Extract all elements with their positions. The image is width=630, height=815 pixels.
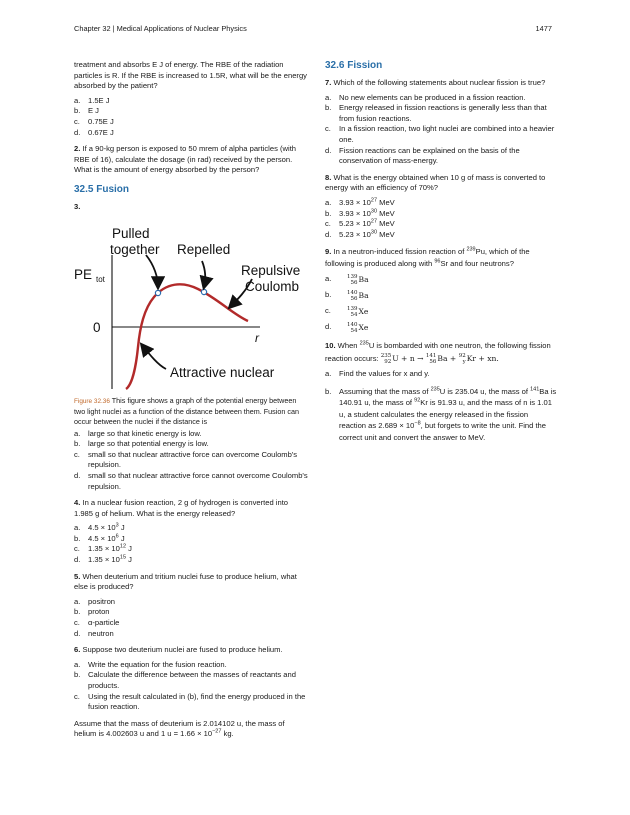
q9-option-nuclide <box>347 322 557 334</box>
q9-pu-mass: 239 <box>466 246 476 253</box>
q5-option-text: positron <box>88 596 116 606</box>
label-pulled: Pulled <box>112 225 150 241</box>
q6-option <box>74 692 308 713</box>
q8-option-exponent: 30 <box>370 229 378 236</box>
q6-tail <box>74 719 308 740</box>
q1-option <box>74 128 308 139</box>
label-coulomb: Coulomb <box>245 278 300 294</box>
q1-option-text: 0.67E J <box>88 127 114 137</box>
q9-option-numbers <box>347 290 358 302</box>
q7-text: Which of the following statements about nuclear fission is true? <box>331 78 546 87</box>
eq-plus: + <box>447 353 459 363</box>
q1-text: treatment and absorbs E J of energy. The RBE of the radiation particles is R. If the RBE is increased to 1.5R, what will be the energy absorbed by the patient? <box>74 60 307 91</box>
ba-atomic-number: 56 <box>429 358 437 365</box>
q9-option-letter: d. <box>325 322 332 332</box>
q4-option-exponent: 15 <box>119 554 127 561</box>
q6 <box>74 645 308 656</box>
q9-option-letter: b. <box>325 290 332 300</box>
q4-option-unit: J <box>126 555 132 565</box>
q9-option-nuclide <box>347 274 557 286</box>
q8-option-letter: c. <box>325 219 331 229</box>
q3-number: 3. <box>74 201 81 211</box>
q9-option-numbers <box>347 322 358 334</box>
q3-option <box>74 450 308 471</box>
q8-option-letter: d. <box>325 229 332 239</box>
q4-number: 4. <box>74 498 81 508</box>
q1-option-letter: c. <box>74 116 80 126</box>
ba-mass-number: 141 <box>425 352 437 359</box>
q1-option-letter: b. <box>74 106 81 116</box>
q9-option-atomic-number: 54 <box>350 328 358 335</box>
q8-option-letter: b. <box>325 208 332 218</box>
q6-option-text: Calculate the difference between the masses of reactants and products. <box>88 670 296 690</box>
q7-number: 7. <box>325 78 332 87</box>
q7-option <box>325 93 557 104</box>
q9-option-symbol: Ba <box>358 275 369 285</box>
figure-caption-text: This figure shows a graph of the potential energy between two light nuclei as a function of the distance between them. Fusion can occur between the nuclei if the distance is <box>74 395 299 426</box>
q10-option-text: Find the values for x and y. <box>339 369 430 379</box>
q10b-kr-mass: 92 <box>414 397 421 404</box>
q4-option <box>74 544 308 555</box>
q8-option-base: 3.93 × 10 <box>339 208 371 218</box>
ba-symbol: Ba <box>437 353 448 363</box>
q6-option-letter: b. <box>74 670 81 680</box>
q8-option-base: 3.93 × 10 <box>339 197 371 207</box>
q6-options <box>74 660 308 713</box>
q1-option <box>74 106 308 117</box>
q8-option <box>325 198 557 209</box>
q10-option-b <box>325 386 557 444</box>
q8-option-base: 5.23 × 10 <box>339 229 371 239</box>
attractive-arrow <box>142 345 166 369</box>
q10b-exponent: −8 <box>414 420 421 427</box>
q10-options <box>325 369 557 380</box>
q8-option-text <box>339 219 557 230</box>
q8-option <box>325 209 557 220</box>
q9-option-mass-number: 140 <box>347 322 358 329</box>
repelled-point <box>201 289 206 294</box>
q4-option <box>74 534 308 545</box>
q8-option <box>325 230 557 241</box>
q10b-part5: , but forgets to write the unit. Find the correct unit and convert the answer to MeV. <box>339 421 547 442</box>
eq-plus-n-arrow: + n → <box>398 353 426 363</box>
q9-text-b: Pu, which of the following is produced along with <box>325 247 530 269</box>
q7-option <box>325 146 557 167</box>
label-repulsive: Repulsive <box>241 262 301 278</box>
q9-option-atomic-number: 54 <box>350 312 358 319</box>
q3-option <box>74 429 308 440</box>
q7-option-text: Fission reactions can be explained on the basis of the conservation of mass-energy. <box>339 145 520 166</box>
q6-tail-unit: kg. <box>221 729 234 739</box>
q7-option-letter: d. <box>325 145 332 155</box>
q4-option-base: 4.5 × 10 <box>88 533 116 543</box>
q6-option <box>74 660 308 671</box>
q1-option-text: E J <box>88 106 99 116</box>
q8-option-exponent: 27 <box>370 197 378 204</box>
q5-option-text: neutron <box>88 628 114 638</box>
q5-option-letter: b. <box>74 607 81 617</box>
q5-option <box>74 607 308 618</box>
q1-option <box>74 96 308 107</box>
q9-option-letter: a. <box>325 274 332 284</box>
q3-option-letter: c. <box>74 449 80 459</box>
q9-option <box>325 306 557 318</box>
q4-options <box>74 523 308 565</box>
q7-option <box>325 124 557 145</box>
q1-options <box>74 96 308 138</box>
q8-option-text <box>339 230 557 241</box>
q4-option-base: 4.5 × 10 <box>88 523 116 533</box>
q9-option-letter: c. <box>325 306 331 316</box>
q9 <box>325 246 557 270</box>
page-number: 1477 <box>535 24 552 33</box>
kr-nuclide-numbers <box>459 353 466 365</box>
q9-option-atomic-number: 56 <box>350 280 358 287</box>
q6-option-text: Write the equation for the fusion reaction. <box>88 659 227 669</box>
label-attractive: Attractive nuclear <box>170 364 275 380</box>
q6-option-text: Using the result calculated in (b), find the energy produced in the fusion reaction. <box>88 691 306 712</box>
q8-option-base: 5.23 × 10 <box>339 219 371 229</box>
u-atomic-number: 92 <box>384 358 392 365</box>
label-r: r <box>255 330 259 345</box>
q10-number: 10. <box>325 341 336 351</box>
q4-option-exponent: 12 <box>119 543 127 550</box>
q4-option-letter: c. <box>74 544 80 554</box>
q9-option-symbol: Xe <box>358 323 369 333</box>
q5-option-letter: c. <box>74 618 80 628</box>
q8 <box>325 173 557 194</box>
u-mass-number: 235 <box>380 352 392 359</box>
q3-option-letter: a. <box>74 428 81 438</box>
q10-option <box>325 369 557 380</box>
q6-number: 6. <box>74 645 81 655</box>
q3-option-text: large so that kinetic energy is low. <box>88 428 202 438</box>
q6-option <box>74 670 308 691</box>
fission-equation <box>381 354 499 363</box>
q5-option <box>74 597 308 608</box>
q4-text: In a nuclear fusion reaction, 2 g of hydrogen is converted into 1.985 g of helium. What is the energy released? <box>74 498 289 518</box>
q10b-letter: b. <box>325 386 332 396</box>
q5-option-text: α-particle <box>88 618 120 628</box>
q8-option-unit: MeV <box>377 229 395 239</box>
label-tot: tot <box>96 274 105 284</box>
q7-option-letter: c. <box>325 124 331 134</box>
kr-symbol: Kr <box>466 353 477 363</box>
q8-option-unit: MeV <box>377 208 395 218</box>
kr-atomic-number: y <box>462 358 466 365</box>
q1-option-letter: a. <box>74 95 81 105</box>
q10b-part3: Ba is 140.91 u, the mass of <box>339 386 557 408</box>
q8-options <box>325 198 557 240</box>
q4-option-base: 1.35 × 10 <box>88 544 120 554</box>
label-zero: 0 <box>93 319 101 335</box>
right-column <box>325 60 557 443</box>
q1-option-letter: d. <box>74 127 81 137</box>
q8-option <box>325 219 557 230</box>
q10-option-letter: a. <box>325 369 332 379</box>
q6-text: Suppose two deuterium nuclei are fused to produce helium. <box>80 645 283 655</box>
q9-option-atomic-number: 56 <box>350 296 358 303</box>
q4-option-letter: b. <box>74 533 81 543</box>
q5-number: 5. <box>74 571 81 581</box>
q6-option-letter: a. <box>74 659 81 669</box>
q9-text-a: In a neutron-induced fission reaction of <box>331 247 467 257</box>
q10-u-mass: 235 <box>359 340 369 347</box>
q5-text: When deuterium and tritium nuclei fuse to produce helium, what else is produced? <box>74 571 297 592</box>
left-column <box>74 60 308 744</box>
figure-label: Figure 32.36 <box>74 397 110 405</box>
u-nuclide-numbers <box>381 353 392 365</box>
q10b-part2: U is 235.04 u, the mass of <box>439 386 531 396</box>
q4-option-unit: J <box>126 544 132 554</box>
q3-options <box>74 429 308 493</box>
q5-option <box>74 618 308 629</box>
q5-option-text: proton <box>88 607 110 617</box>
u-symbol: U <box>392 353 399 363</box>
q9-option <box>325 274 557 286</box>
q4-option <box>74 555 308 566</box>
q2 <box>74 144 308 176</box>
q9-option-numbers <box>347 274 358 286</box>
q4-option-exponent: 3 <box>115 522 119 529</box>
q4 <box>74 498 308 519</box>
pulled-together-point <box>155 290 160 295</box>
section-fission-heading: 32.6 Fission <box>325 60 383 71</box>
q8-text: What is the energy obtained when 10 g of mass is converted to energy with an efficiency of 70%? <box>325 172 546 193</box>
repelled-arrow <box>202 261 205 287</box>
q1-option <box>74 117 308 128</box>
q5-option <box>74 629 308 640</box>
q4-option <box>74 523 308 534</box>
q3-option-text: small so that nuclear attractive force can overcome Coulomb's repulsion. <box>88 449 298 470</box>
q9-option-mass-number: 139 <box>347 274 358 281</box>
q4-option-unit: J <box>118 533 125 543</box>
q4-option-letter: d. <box>74 555 81 565</box>
q8-number: 8. <box>325 172 332 182</box>
q9-option-numbers <box>347 306 358 318</box>
eq-tail: + xn. <box>476 353 499 363</box>
q10b-text <box>339 386 557 444</box>
q10 <box>325 340 557 365</box>
q9-option <box>325 290 557 302</box>
q9-option-symbol: Ba <box>358 291 369 301</box>
q9-option-nuclide <box>347 290 557 302</box>
pulled-arrow <box>146 255 158 287</box>
q8-option-exponent: 27 <box>370 218 378 225</box>
q9-option-mass-number: 139 <box>347 306 358 313</box>
label-repelled: Repelled <box>177 241 231 257</box>
q4-option-base: 1.35 × 10 <box>88 555 120 565</box>
label-together: together <box>110 241 160 257</box>
q5-option-letter: a. <box>74 596 81 606</box>
q10-text-b: U is bombarded with one neutron, the following fission reaction occurs: <box>325 341 551 363</box>
q2-text: If a 90-kg person is exposed to 50 mrem of alpha particles (with RBE of 16), calculate the dosage (in rad) received by the person. What is the amount of energy absorbed by the person? <box>74 144 297 175</box>
kr-mass-number: 92 <box>458 352 466 359</box>
q8-option-text <box>339 209 557 220</box>
q8-option-unit: MeV <box>377 219 395 229</box>
q10b-part1: Assuming that the mass of <box>339 386 431 396</box>
q4-option-letter: a. <box>74 523 81 533</box>
chapter-title: Chapter 32 | Medical Applications of Nuclear Physics <box>74 24 247 33</box>
q3-option-letter: b. <box>74 439 81 449</box>
q3-option-letter: d. <box>74 470 81 480</box>
potential-energy-graph <box>74 217 308 392</box>
q1-option-text: 1.5E J <box>88 95 110 105</box>
q10b-part4: Kr is 91.93 u, and the mass of n is 1.01 u, a student calculates the energy released in the fission reaction as 2.689 × 10 <box>339 398 552 431</box>
q7-options <box>325 93 557 167</box>
q5 <box>74 572 308 593</box>
q7-option-letter: a. <box>325 92 332 102</box>
q9-option-nuclide <box>347 306 557 318</box>
q9-text-c: Sr and four neutrons? <box>440 259 514 269</box>
q7-option-letter: b. <box>325 103 332 113</box>
q7-option-text: Energy released in fission reactions is generally less than that from fusion reactions. <box>339 103 547 123</box>
q3-option-text: small so that nuclear attractive force cannot overcome Coulomb's repulsion. <box>88 470 308 491</box>
q3-option <box>74 471 308 492</box>
q4-option-text <box>88 544 308 555</box>
q6-tail-text: Assume that the mass of deuterium is 2.014102 u, the mass of helium is 4.002603 u and 1 u = 1.66 × 10 <box>74 718 285 739</box>
ba-nuclide-numbers <box>426 353 437 365</box>
section-fusion-heading: 32.5 Fusion <box>74 183 130 195</box>
q9-option-symbol: Xe <box>358 307 369 317</box>
q5-option-letter: d. <box>74 628 81 638</box>
q8-option-unit: MeV <box>377 197 395 207</box>
q7-option <box>325 103 557 124</box>
page-header <box>74 24 552 35</box>
q10b-u-mass: 235 <box>430 386 440 393</box>
q9-option-mass-number: 140 <box>347 290 358 297</box>
q4-option-exponent: 6 <box>115 533 119 540</box>
q10-text-a: When <box>335 341 360 351</box>
q8-option-letter: a. <box>325 197 332 207</box>
q1-option-text: 0.75E J <box>88 116 114 126</box>
q6-option-letter: c. <box>74 691 80 701</box>
q2-number: 2. <box>74 144 81 154</box>
q7-option-text: No new elements can be produced in a fission reaction. <box>339 92 526 102</box>
q3-option-text: large so that potential energy is low. <box>88 439 209 449</box>
q6-tail-exponent: −27 <box>212 728 222 735</box>
potential-energy-figure <box>74 217 308 392</box>
q7 <box>325 78 557 89</box>
q8-option-text <box>339 198 557 209</box>
label-pe: PE <box>74 266 93 282</box>
q10b-ba-mass: 141 <box>530 386 540 393</box>
q4-option-text <box>88 523 308 534</box>
figure-caption <box>74 396 308 427</box>
q7-option-text: In a fission reaction, two light nuclei are combined into a heavier one. <box>339 124 555 144</box>
q4-option-unit: J <box>118 523 125 533</box>
q4-option-text <box>88 534 308 545</box>
q8-option-exponent: 30 <box>370 208 378 214</box>
q9-sr-mass: 96 <box>434 258 441 265</box>
q5-options <box>74 597 308 639</box>
q9-option <box>325 322 557 334</box>
q3-option <box>74 439 308 450</box>
q4-option-text <box>88 555 308 566</box>
q9-options <box>325 274 557 334</box>
q9-number: 9. <box>325 247 332 257</box>
